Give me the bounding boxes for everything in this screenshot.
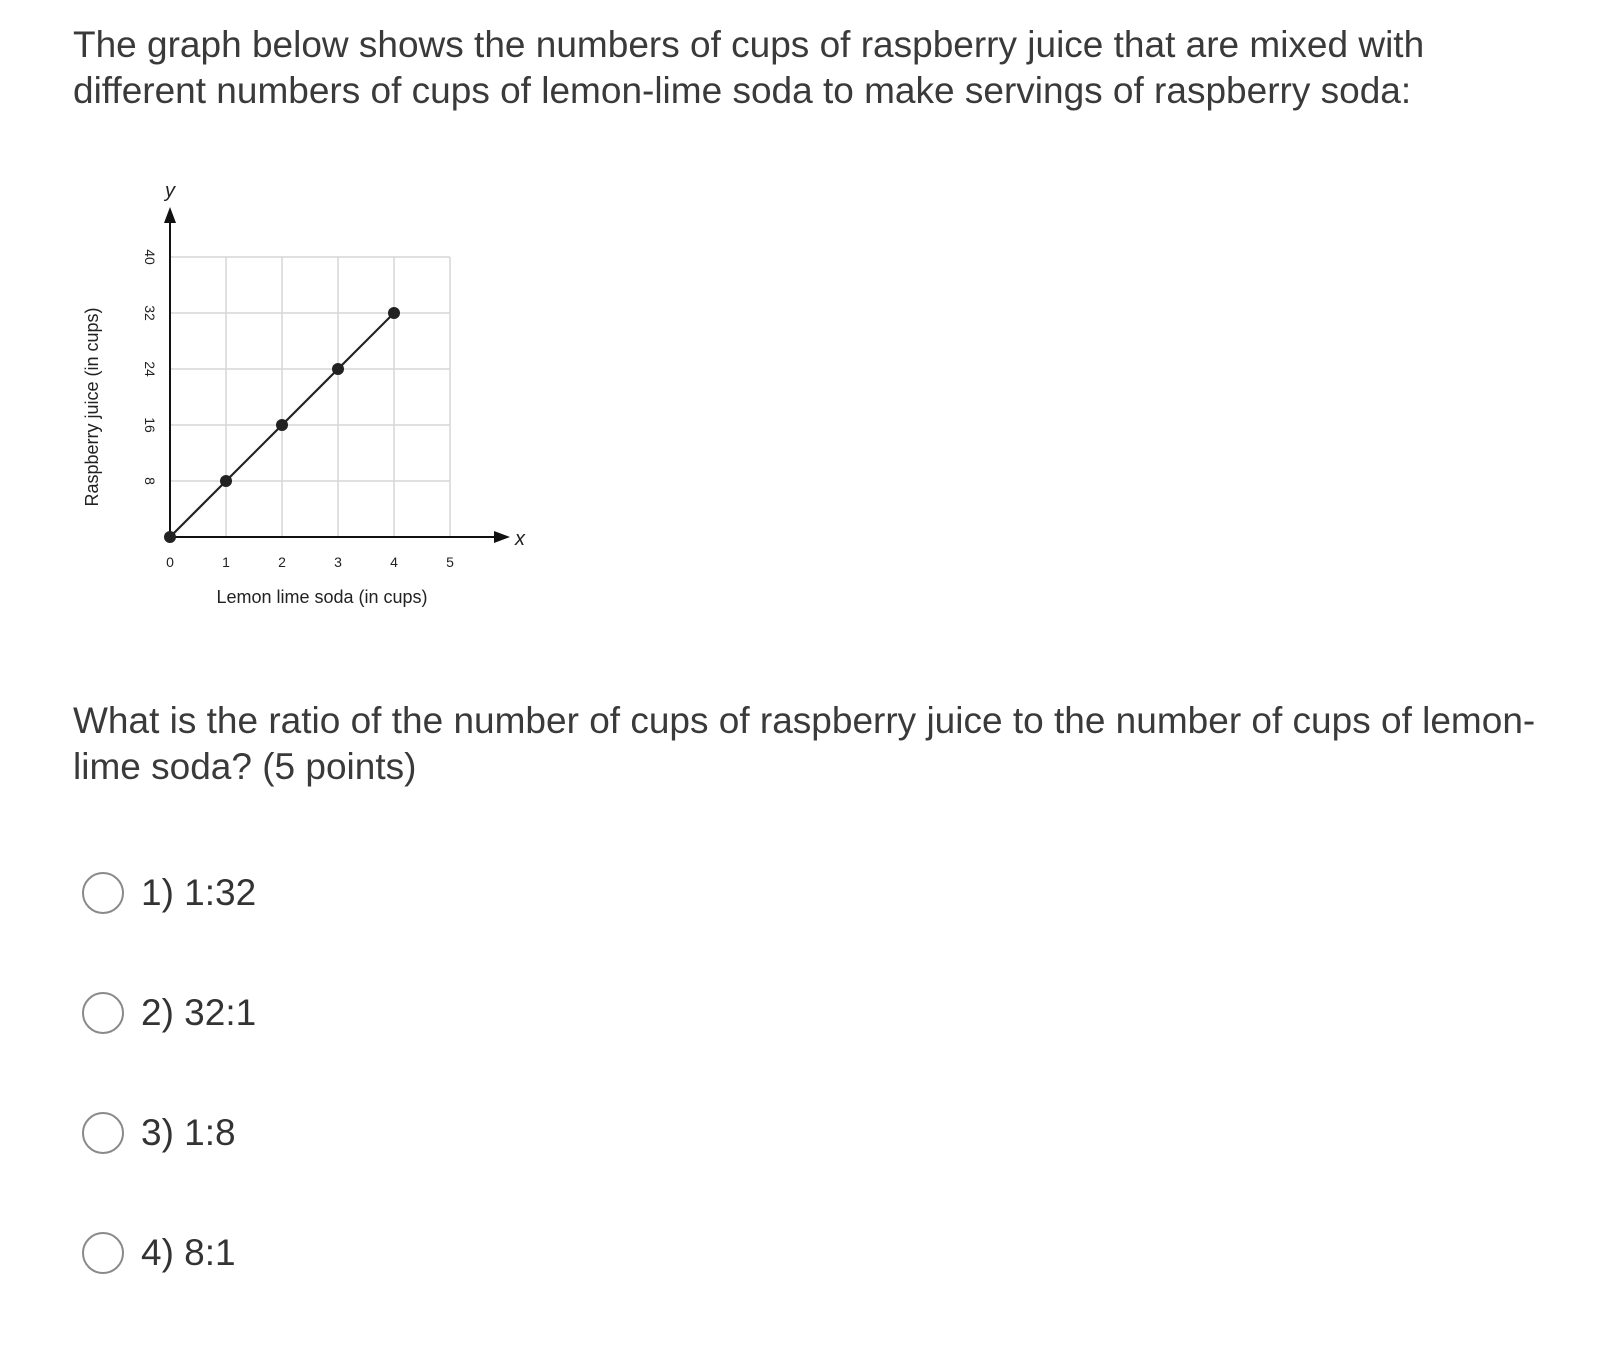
y-axis-variable: y	[165, 180, 175, 202]
answer-option-label: 2) 32:1	[141, 992, 257, 1033]
answer-option-2[interactable]	[82, 990, 682, 1110]
x-axis-label: Lemon lime soda (in cups)	[216, 587, 428, 607]
radio-button-icon[interactable]	[82, 1112, 124, 1154]
answer-option-3[interactable]	[82, 1110, 682, 1230]
answer-option-label: 1) 1:32	[141, 872, 257, 913]
question-prompt: What is the ratio of the number of cups of raspberry juice to the number of cups of lemon-lime soda? (5 points)	[73, 700, 1536, 787]
x-tick-label: 1	[222, 554, 230, 570]
chart-svg	[70, 165, 590, 645]
data-point	[276, 419, 288, 431]
answer-option-label: 3) 1:8	[141, 1112, 236, 1153]
x-axis-arrow-icon	[494, 531, 510, 543]
ratio-graph	[70, 165, 590, 645]
x-tick-label: 4	[390, 554, 398, 570]
y-axis-arrow-icon	[164, 207, 176, 223]
question-intro: The graph below shows the numbers of cups of raspberry juice that are mixed with different numbers of cups of lemon-lime soda to make servings of raspberry soda:	[73, 24, 1425, 111]
radio-button-icon[interactable]	[82, 1232, 124, 1274]
x-tick-label: 3	[334, 554, 342, 570]
radio-button-icon[interactable]	[82, 992, 124, 1034]
x-tick-label: 0	[166, 554, 174, 570]
data-point	[164, 531, 176, 543]
y-tick-label: 32	[142, 305, 158, 321]
answer-option-label: 4) 8:1	[141, 1232, 236, 1273]
answer-options	[82, 870, 682, 1350]
data-point	[220, 475, 232, 487]
answer-option-4[interactable]	[82, 1230, 682, 1350]
y-tick-label: 24	[142, 361, 158, 377]
x-tick-label: 2	[278, 554, 286, 570]
y-tick-label: 8	[142, 477, 158, 485]
y-tick-label: 16	[142, 417, 158, 433]
x-tick-label: 5	[446, 554, 454, 570]
y-axis-label: Raspberry juice (in cups)	[82, 307, 102, 507]
data-point	[332, 363, 344, 375]
data-point	[388, 307, 400, 319]
y-tick-label: 40	[142, 249, 158, 265]
x-axis-variable: x	[515, 528, 525, 550]
radio-button-icon[interactable]	[82, 872, 124, 914]
answer-option-1[interactable]	[82, 870, 682, 990]
